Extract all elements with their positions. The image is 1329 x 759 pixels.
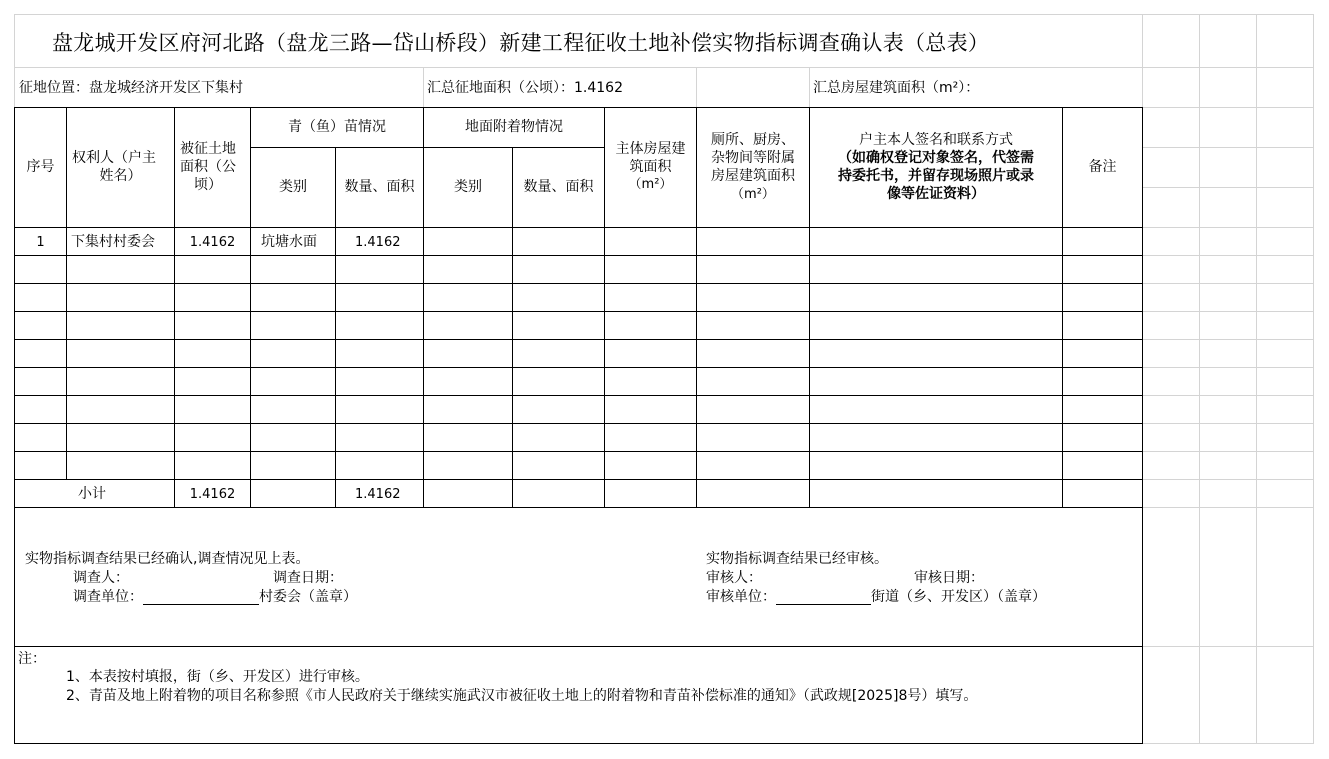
header-aux-line2: 杂物间等附属 [711, 150, 795, 166]
header-sign-line3: 持委托书，并留存现场照片或录 [838, 168, 1034, 184]
cell-owner: 下集村村委会 [71, 234, 155, 250]
confirm-statement: 实物指标调查结果已经确认,调查情况见上表。 [25, 551, 310, 567]
investigate-unit-label: 调查单位： 村委会（盖章） [73, 589, 357, 605]
review-statement: 实物指标调查结果已经审核。 [706, 551, 888, 567]
note-1: 1、本表按村填报，街（乡、开发区）进行审核。 [66, 669, 369, 685]
header-main-line3: （m²） [628, 177, 673, 192]
review-unit-label: 审核单位： 街道（乡、开发区）（盖章） [706, 589, 1046, 605]
header-attach-type: 类别 [454, 179, 482, 195]
investigator-label: 调查人： [73, 570, 129, 586]
cell-crop-type: 坑塘水面 [261, 234, 317, 250]
header-sign-line2: （如确权登记对象签名，代签需 [838, 150, 1034, 166]
header-aux-line4: （m²） [731, 187, 775, 202]
review-date-label: 审核日期： [914, 570, 984, 586]
total-house-area: 汇总房屋建筑面积（m²）： [813, 80, 980, 96]
land-location: 征地位置：盘龙城经济开发区下集村 [19, 80, 243, 96]
header-aux-line1: 厕所、厨房、 [711, 132, 795, 148]
note-2: 2、青苗及地上附着物的项目名称参照《市人民政府关于继续实施武汉市被征收土地上的附着物和青苗补偿标准的通知》（武政规[2025]8号）填写。 [66, 688, 978, 704]
cell-land-area: 1.4162 [189, 235, 236, 250]
subtotal-land-area: 1.4162 [189, 487, 236, 502]
investigate-date-label: 调查日期： [273, 570, 343, 586]
subtotal-crop-qty: 1.4162 [355, 487, 401, 502]
total-land-area: 汇总征地面积（公顷）：1.4162 [427, 80, 623, 96]
header-owner-line1: 权利人（户主 [72, 150, 156, 166]
header-land-line3: 顷） [194, 177, 222, 193]
notes-label: 注： [18, 651, 46, 667]
header-crop-group: 青（鱼）苗情况 [288, 119, 386, 135]
reviewer-label: 审核人： [706, 570, 762, 586]
header-land-line2: 面积（公 [180, 159, 236, 175]
header-sign-line1: 户主本人签名和联系方式 [859, 132, 1013, 148]
cell-seq: 1 [36, 235, 45, 250]
header-crop-qty: 数量、面积 [344, 179, 415, 195]
header-owner-line2: 姓名） [99, 168, 142, 184]
header-attach-qty: 数量、面积 [523, 179, 594, 195]
header-main-line2: 筑面积 [629, 159, 672, 175]
header-land-line1: 被征土地 [180, 141, 236, 157]
header-sign-line4: 像等佐证资料） [887, 186, 985, 202]
header-crop-type: 类别 [279, 179, 307, 195]
header-main-line1: 主体房屋建 [615, 141, 686, 157]
cell-crop-qty: 1.4162 [355, 235, 401, 250]
page-title: 盘龙城开发区府河北路（盘龙三路—岱山桥段）新建工程征收土地补偿实物指标调查确认表（总表） [52, 31, 990, 55]
subtotal-label: 小计 [78, 486, 106, 502]
header-attach-group: 地面附着物情况 [465, 119, 563, 135]
header-seq: 序号 [26, 159, 55, 175]
header-aux-line3: 房屋建筑面积 [711, 168, 795, 184]
header-remark: 备注 [1088, 159, 1117, 175]
